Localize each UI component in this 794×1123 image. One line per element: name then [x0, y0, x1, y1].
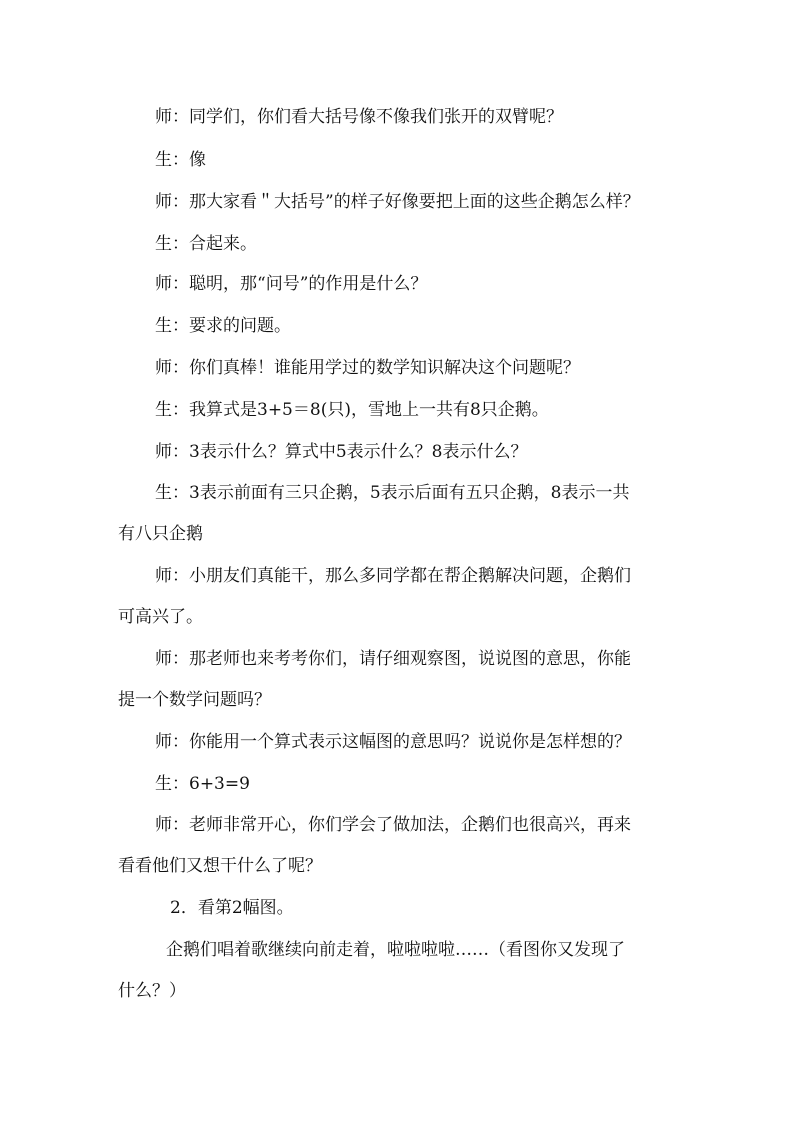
dialogue-line-teacher-7-end: 提一个数学问题吗？	[118, 690, 271, 710]
dialogue-line-student-2: 生：合起来。	[155, 234, 257, 254]
story-line-end: 什么？）	[118, 981, 186, 1001]
dialogue-line-teacher-6-end: 可高兴了。	[118, 607, 203, 627]
dialogue-line-student-6: 生：6+3=9	[155, 774, 250, 794]
dialogue-line-teacher-7-start: 师：那老师也来考考你们，请仔细观察图，说说图的意思，你能	[155, 649, 631, 669]
dialogue-line-teacher-6-start: 师：小朋友们真能干，那么多同学都在帮企鹅解决问题，企鹅们	[155, 566, 631, 586]
section-item-2: 2．看第2幅图。	[170, 898, 294, 918]
dialogue-line-teacher-4: 师：你们真棒！谁能用学过的数学知识解决这个问题呢？	[155, 358, 580, 378]
dialogue-line-teacher-9-start: 师：老师非常开心，你们学会了做加法，企鹅们也很高兴，再来	[155, 815, 631, 835]
dialogue-line-teacher-5: 师：3表示什么？算式中5表示什么？8表示什么？	[155, 442, 528, 462]
dialogue-line-teacher-2: 师：那大家看＂大括号”的样子好像要把上面的这些企鹅怎么样？	[155, 192, 640, 212]
dialogue-line-teacher-3: 师：聪明，那“问号”的作用是什么？	[155, 274, 428, 294]
dialogue-line-student-4: 生：我算式是3+5＝8(只)，雪地上一共有8只企鹅。	[155, 400, 549, 420]
dialogue-line-teacher-8: 师：你能用一个算式表示这幅图的意思吗？说说你是怎样想的？	[155, 732, 631, 752]
dialogue-line-student-1: 生：像	[155, 150, 206, 170]
dialogue-line-teacher-9-end: 看看他们又想干什么了呢？	[118, 856, 322, 876]
dialogue-line-student-5-start: 生：3表示前面有三只企鹅，5表示后面有五只企鹅，8表示一共	[155, 483, 630, 503]
story-line-start: 企鹅们唱着歌继续向前走着，啦啦啦啦……（看图你又发现了	[166, 940, 625, 960]
dialogue-line-student-3: 生：要求的问题。	[155, 316, 291, 336]
dialogue-line-student-5-end: 有八只企鹅	[118, 524, 203, 544]
dialogue-line-teacher-1: 师：同学们，你们看大括号像不像我们张开的双臂呢？	[155, 107, 563, 127]
